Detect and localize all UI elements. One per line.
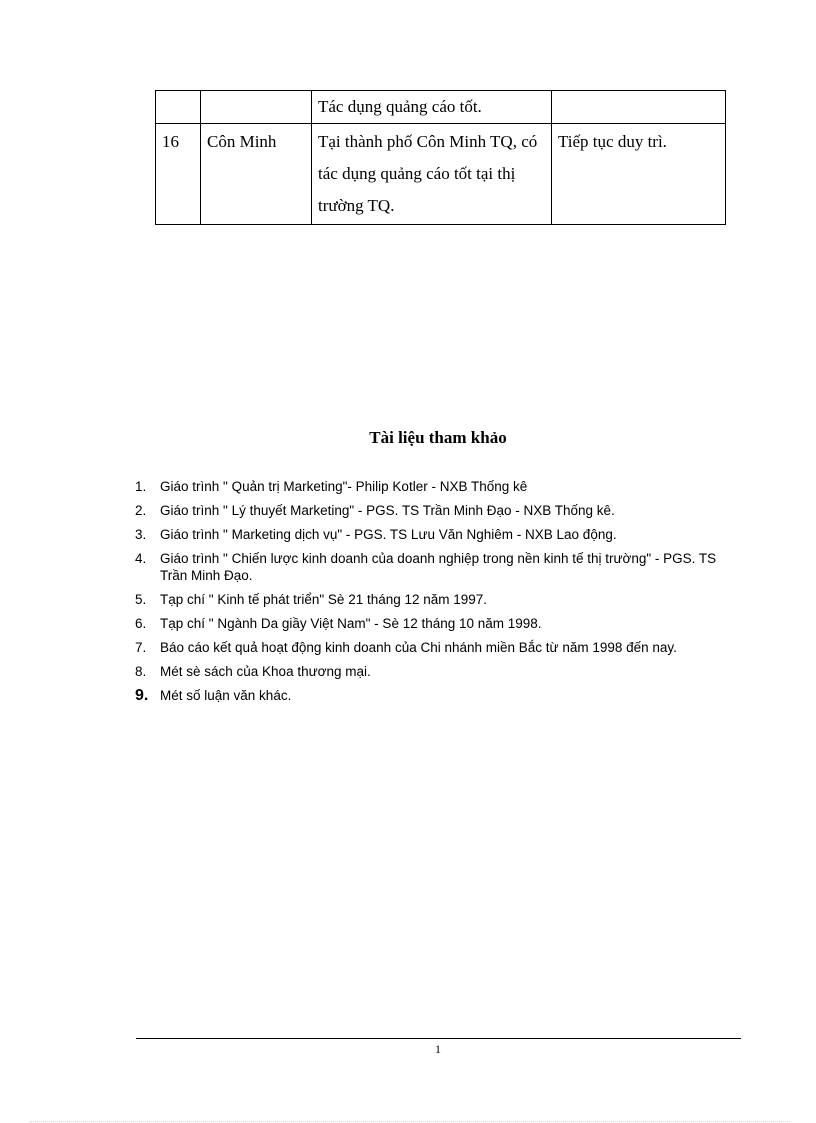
- list-item-number: 6.: [135, 616, 147, 631]
- list-item: [135, 502, 725, 519]
- list-item: [135, 615, 725, 632]
- list-item-text: Báo cáo kết quả hoạt động kinh doanh của Chi nhánh miền Bắc từ năm 1998 đến nay.: [160, 640, 677, 655]
- table-row: [156, 124, 726, 225]
- table-cell-no: [156, 91, 201, 124]
- list-item-number: 8.: [135, 664, 147, 679]
- footer-rule: [136, 1038, 741, 1039]
- data-table: [155, 90, 726, 225]
- list-item: [135, 639, 725, 656]
- list-item: [135, 663, 725, 680]
- table-cell-action: Tiếp tục duy trì.: [552, 124, 726, 225]
- references-list: [135, 478, 725, 711]
- list-item-number: 9.: [135, 687, 149, 704]
- list-item-number: 1.: [135, 479, 147, 494]
- list-item-text: Giáo trình " Quản trị Marketing"- Philip Kotler - NXB Thống kê: [160, 479, 528, 494]
- table-cell-effect: Tại thành phố Côn Minh TQ, có tác dụng quảng cáo tốt tại thị trường TQ.: [312, 124, 552, 225]
- list-item: [135, 591, 725, 608]
- list-item-text: Giáo trình " Marketing dịch vụ" - PGS. TS Lưu Văn Nghiêm - NXB Lao động.: [160, 527, 617, 542]
- list-item-number: 3.: [135, 527, 147, 542]
- table-cell-place: [201, 91, 312, 124]
- list-item: [135, 550, 725, 584]
- list-item-number: 7.: [135, 640, 147, 655]
- list-item-number: 5.: [135, 592, 147, 607]
- table-cell-no: 16: [156, 124, 201, 225]
- list-item-text: Mét số luận văn khác.: [160, 688, 292, 703]
- references-title: Tài liệu tham khảo: [369, 428, 507, 447]
- list-item-text: Giáo trình " Chiến lược kinh doanh của doanh nghiệp trong nền kinh tế thị trường" - PGS. TS Trần Minh Đạo.: [160, 551, 717, 583]
- list-item-text: Tạp chí " Ngành Da giầy Việt Nam" - Sè 12 tháng 10 năm 1998.: [160, 616, 542, 631]
- list-item-text: Tạp chí " Kinh tế phát triển" Sè 21 tháng 12 năm 1997.: [160, 592, 488, 607]
- table-cell-effect: Tác dụng quảng cáo tốt.: [312, 91, 552, 124]
- page-bottom-border: [30, 1121, 790, 1122]
- list-item-number: 2.: [135, 503, 147, 518]
- table-row: [156, 91, 726, 124]
- list-item-text: Mét sè sách của Khoa thương mại.: [160, 664, 371, 679]
- page-number: 1: [435, 1042, 441, 1056]
- list-item: [135, 526, 725, 543]
- list-item-number: 4.: [135, 551, 147, 566]
- list-item-text: Giáo trình " Lý thuyết Marketing" - PGS. TS Trần Minh Đạo - NXB Thống kê.: [160, 503, 615, 518]
- list-item: [135, 687, 725, 704]
- list-item: [135, 478, 725, 495]
- table-cell-action: [552, 91, 726, 124]
- table-cell-place: Côn Minh: [201, 124, 312, 225]
